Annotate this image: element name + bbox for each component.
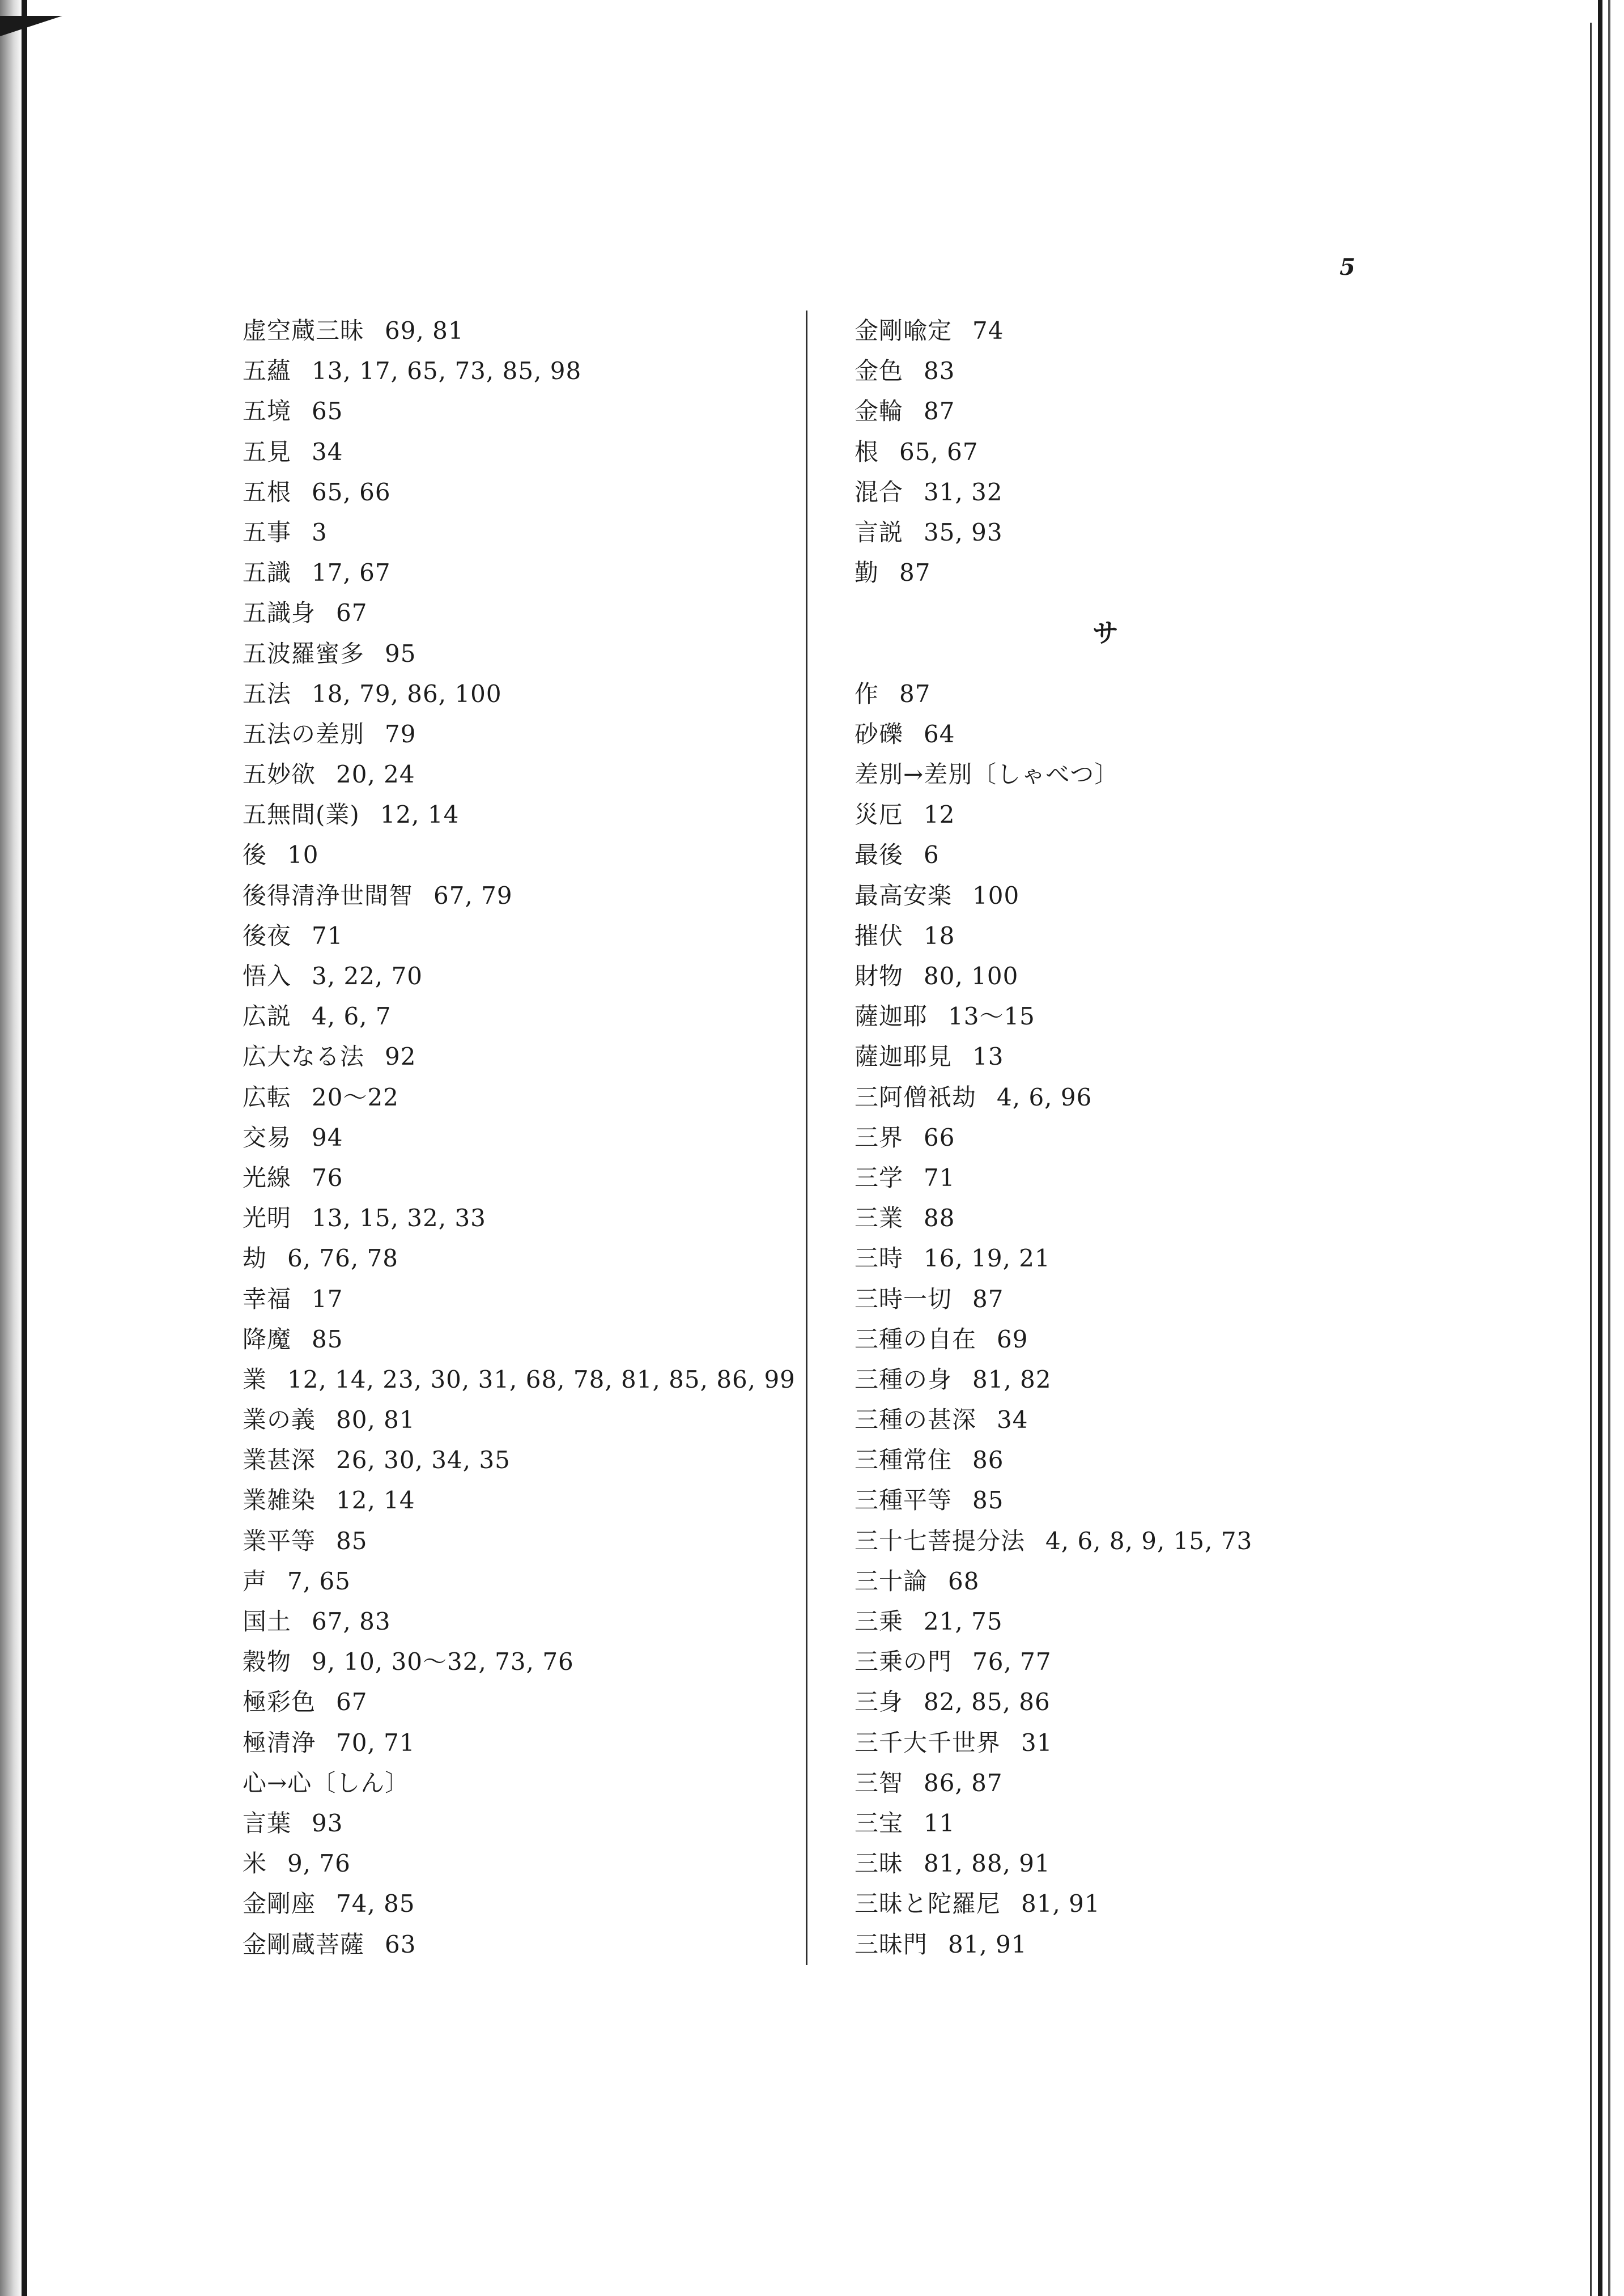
page-number: 5 (1340, 254, 1355, 280)
index-page-refs: 9, 10, 30～32, 73, 76 (312, 1648, 574, 1676)
index-term: 国土 (243, 1608, 292, 1635)
index-entry (854, 794, 1252, 835)
index-term: 降魔 (243, 1325, 292, 1353)
index-page-refs: 18, 79, 86, 100 (312, 679, 502, 708)
index-term: 後夜 (243, 921, 292, 950)
index-entry (243, 1400, 796, 1440)
index-term: 五事 (243, 518, 292, 546)
index-entry (243, 1803, 796, 1843)
index-entry (243, 674, 796, 714)
index-term: 言葉 (243, 1809, 292, 1837)
index-page-refs: 66 (924, 1123, 955, 1151)
index-term: 五無間(業) (243, 801, 360, 829)
index-term: 悟入 (243, 962, 292, 990)
index-entry (854, 1561, 1252, 1601)
index-page-refs: 13, 17, 65, 73, 85, 98 (312, 357, 582, 385)
index-page-refs: 81, 91 (948, 1930, 1027, 1958)
index-term: 三身 (854, 1688, 904, 1716)
index-entry (854, 1723, 1252, 1763)
index-term: 混合 (854, 478, 904, 506)
index-page-refs: 9, 76 (287, 1849, 351, 1878)
index-term: 三昧門 (854, 1930, 928, 1958)
index-page-refs: 13 (972, 1043, 1004, 1071)
index-page-refs: 26, 30, 34, 35 (336, 1446, 511, 1474)
index-page-refs: 67, 79 (433, 881, 513, 909)
index-page-refs: 81, 88, 91 (924, 1849, 1051, 1878)
index-entry (854, 1319, 1252, 1359)
index-term: 五法の差別 (243, 720, 365, 748)
index-entry (854, 1480, 1252, 1520)
index-term: 五法 (243, 679, 292, 708)
index-term: 三乗 (854, 1608, 904, 1636)
index-term: 三種の自在 (854, 1325, 977, 1353)
index-page-refs: 86, 87 (924, 1768, 1003, 1797)
index-page-refs: 12, 14, 23, 30, 31, 68, 78, 81, 85, 86, 99 (287, 1365, 796, 1393)
section-heading-sa: サ (1092, 618, 1119, 649)
index-term: 災厄 (854, 801, 904, 829)
index-entry (243, 916, 796, 956)
index-page-refs: 64 (924, 720, 955, 748)
index-page-refs: 12, 14 (380, 801, 460, 829)
index-entry (243, 512, 796, 552)
index-page-refs: 3, 22, 70 (312, 962, 423, 990)
index-term: 五識 (243, 559, 292, 587)
index-term: 五波羅蜜多 (243, 639, 365, 667)
index-term: 五境 (243, 397, 292, 426)
index-entry (243, 351, 796, 391)
index-page-refs: 92 (385, 1043, 416, 1071)
binding-corner-mark (0, 16, 62, 36)
index-entry (854, 1117, 1252, 1158)
index-term: 業平等 (243, 1527, 316, 1555)
index-term: 業 (243, 1365, 267, 1393)
index-page-refs: 88 (924, 1204, 955, 1232)
index-entry (854, 916, 1252, 956)
index-term: 米 (243, 1849, 267, 1878)
index-page-refs: 34 (312, 437, 343, 466)
index-page-refs: 20～22 (312, 1083, 399, 1111)
index-entry (854, 714, 1252, 754)
index-term: 三十論 (854, 1567, 928, 1595)
index-entry (243, 1723, 796, 1763)
index-entry (854, 835, 1252, 875)
index-group-ka-end (854, 311, 1252, 593)
index-term: 業の義 (243, 1406, 316, 1434)
index-term: 後 (243, 841, 267, 869)
index-term: 広転 (243, 1083, 292, 1111)
index-term: 言説 (854, 518, 904, 546)
index-entry (854, 1763, 1252, 1803)
index-term: 光線 (243, 1163, 292, 1192)
index-term: 穀物 (243, 1648, 292, 1676)
index-page-refs: 67 (336, 599, 368, 627)
index-term: 摧伏 (854, 921, 904, 950)
index-entry (243, 1036, 796, 1077)
index-term: 作 (854, 679, 879, 708)
index-entry (243, 472, 796, 512)
index-term: 三千大千世界 (854, 1728, 1001, 1757)
index-term: 三業 (854, 1204, 904, 1232)
index-entry (243, 1117, 796, 1158)
index-term: 金剛座 (243, 1890, 316, 1918)
index-page-refs: 4, 6, 8, 9, 15, 73 (1045, 1527, 1253, 1555)
index-page-refs: 6, 76, 78 (287, 1244, 399, 1273)
index-entry (243, 835, 796, 875)
index-term: 三種常住 (854, 1446, 953, 1474)
index-page-refs: 87 (899, 559, 931, 587)
index-entry (243, 1763, 796, 1803)
index-entry (854, 391, 1252, 431)
index-term: 金剛蔵菩薩 (243, 1930, 365, 1958)
index-entry (243, 1561, 796, 1601)
index-page-refs: 12, 14 (336, 1486, 415, 1515)
index-entry (854, 1158, 1252, 1198)
index-page-refs: 6 (924, 841, 939, 869)
index-page-refs: 87 (899, 679, 931, 708)
index-term: 広説 (243, 1002, 292, 1031)
index-page-refs: 71 (924, 1163, 955, 1192)
index-entry (243, 311, 796, 351)
index-entry (243, 794, 796, 835)
index-entry (854, 1440, 1252, 1480)
index-term: 財物 (854, 962, 904, 990)
index-page-refs: 87 (972, 1285, 1004, 1313)
index-page-refs: 81, 91 (1021, 1890, 1100, 1918)
index-entry (854, 552, 1252, 593)
index-entry (854, 432, 1252, 472)
index-page-refs: 80, 81 (336, 1406, 415, 1434)
index-entry (854, 956, 1252, 996)
index-entry (854, 1601, 1252, 1642)
index-entry (854, 1359, 1252, 1400)
index-entry (854, 1803, 1252, 1843)
index-term: 五見 (243, 437, 292, 466)
index-page-refs: 74, 85 (336, 1890, 415, 1918)
index-entry (243, 593, 796, 633)
page-edge-line (1608, 0, 1610, 2296)
column-divider (806, 311, 807, 1965)
index-page-refs: 65, 67 (899, 437, 979, 466)
index-term: 金剛喩定 (854, 317, 953, 345)
index-entry (243, 1359, 796, 1400)
index-page-refs: 3 (312, 518, 328, 546)
index-page-refs: 81, 82 (972, 1365, 1052, 1393)
index-entry (243, 1924, 796, 1965)
index-page-refs: 18 (924, 921, 955, 950)
index-entry (243, 1642, 796, 1682)
index-term: 金輪 (854, 397, 904, 426)
index-term: 三阿僧祇劫 (854, 1083, 977, 1111)
index-entry (243, 432, 796, 472)
index-page-refs: 4, 6, 96 (997, 1083, 1092, 1111)
index-entry (854, 754, 1252, 794)
index-entry (243, 1158, 796, 1198)
index-term: 三十七菩提分法 (854, 1527, 1026, 1555)
index-entry (243, 633, 796, 674)
index-term: 五識身 (243, 599, 316, 627)
index-term: 幸福 (243, 1285, 292, 1313)
index-entry (854, 1198, 1252, 1238)
index-term: 勤 (854, 559, 879, 587)
index-column-right (854, 311, 1252, 1965)
index-entry (854, 472, 1252, 512)
index-entry (854, 1238, 1252, 1278)
index-page-refs: 13～15 (948, 1002, 1035, 1031)
index-page-refs: 7, 65 (287, 1567, 351, 1595)
index-entry (243, 875, 796, 916)
index-term: 五妙欲 (243, 760, 316, 789)
binding-edge (22, 0, 27, 2296)
index-page-refs: 76 (312, 1163, 343, 1192)
index-page-refs: 71 (312, 921, 343, 950)
index-entry (854, 1843, 1252, 1883)
index-page-refs: 80, 100 (924, 962, 1019, 990)
index-entry (854, 512, 1252, 552)
index-entry (243, 754, 796, 794)
index-column-left (243, 311, 796, 1965)
index-term: 薩迦耶 (854, 1002, 928, 1031)
index-page-refs: 83 (924, 357, 955, 385)
index-page-refs: 16, 19, 21 (924, 1244, 1051, 1273)
index-page-refs: 67, 83 (312, 1608, 391, 1635)
index-entry (854, 1682, 1252, 1722)
index-entry (854, 1521, 1252, 1561)
index-entry (854, 311, 1252, 351)
index-entry (854, 1036, 1252, 1077)
index-term: 極清浄 (243, 1728, 316, 1757)
index-page-refs: 20, 24 (336, 760, 415, 789)
page-edge-line (1590, 23, 1592, 2296)
index-term: 三種平等 (854, 1486, 953, 1515)
index-entry (243, 1077, 796, 1117)
index-group-sa (854, 674, 1252, 1965)
index-page-refs: 69, 81 (385, 317, 464, 345)
index-page-refs: 63 (385, 1930, 416, 1958)
index-term: 三乗の門 (854, 1648, 953, 1676)
index-term: 金色 (854, 357, 904, 385)
index-entry (243, 552, 796, 593)
index-term: 三界 (854, 1123, 904, 1151)
index-page-refs: 65, 66 (312, 478, 391, 506)
index-page-refs: 4, 6, 7 (312, 1002, 392, 1031)
index-page-refs: 69 (997, 1325, 1028, 1353)
index-page-refs: 82, 85, 86 (924, 1688, 1051, 1716)
index-term: 五蘊 (243, 357, 292, 385)
index-page-refs: 31, 32 (924, 478, 1003, 506)
index-entry (243, 996, 796, 1036)
index-term: 根 (854, 437, 879, 466)
index-term: 心→心〔しん〕 (243, 1768, 410, 1797)
index-entry (243, 391, 796, 431)
index-page-refs: 93 (312, 1809, 343, 1837)
index-term: 声 (243, 1567, 267, 1595)
index-page-refs: 31 (1021, 1728, 1053, 1757)
index-term: 虚空蔵三昧 (243, 317, 365, 345)
index-entry (854, 1642, 1252, 1682)
index-page-refs: 94 (312, 1123, 343, 1151)
index-entry (243, 1601, 796, 1642)
index-entry (854, 674, 1252, 714)
index-entry (243, 1238, 796, 1278)
index-page-refs: 13, 15, 32, 33 (312, 1204, 486, 1232)
index-entry (243, 1198, 796, 1238)
index-term: 五根 (243, 478, 292, 506)
index-entry (243, 1521, 796, 1561)
index-term: 三種の甚深 (854, 1406, 977, 1434)
index-page-refs: 79 (385, 720, 416, 748)
index-term: 広大なる法 (243, 1043, 365, 1071)
index-term: 業甚深 (243, 1446, 316, 1474)
index-page-refs: 100 (972, 881, 1020, 909)
index-entry (854, 351, 1252, 391)
index-page-refs: 67 (336, 1688, 368, 1716)
index-entry (243, 1682, 796, 1722)
binding-shadow (0, 0, 23, 2296)
index-term: 三昧と陀羅尼 (854, 1890, 1001, 1918)
index-page-refs: 95 (385, 639, 416, 667)
index-page-refs: 85 (972, 1486, 1004, 1515)
index-term: 劫 (243, 1244, 267, 1273)
page-edge-line (1598, 0, 1602, 2296)
index-entry (854, 1883, 1252, 1924)
index-page-refs: 85 (336, 1527, 368, 1555)
index-page-refs: 35, 93 (924, 518, 1003, 546)
index-page-refs: 85 (312, 1325, 343, 1353)
index-term: 三時 (854, 1244, 904, 1273)
index-page-refs: 17, 67 (312, 559, 391, 587)
index-entry (243, 1279, 796, 1319)
index-term: 三宝 (854, 1809, 904, 1837)
index-entry (243, 1883, 796, 1924)
index-term: 光明 (243, 1204, 292, 1232)
index-entry (243, 1319, 796, 1359)
index-term: 交易 (243, 1123, 292, 1151)
index-entry (854, 1924, 1252, 1965)
index-page-refs: 10 (287, 841, 319, 869)
index-entry (854, 875, 1252, 916)
index-term: 後得清浄世間智 (243, 881, 414, 909)
index-page-refs: 17 (312, 1285, 343, 1313)
index-page-refs: 87 (924, 397, 955, 426)
index-term: 業雑染 (243, 1486, 316, 1515)
index-page-refs: 65 (312, 397, 343, 426)
index-entry (854, 996, 1252, 1036)
index-page-refs: 76, 77 (972, 1648, 1052, 1676)
index-entry (854, 1077, 1252, 1117)
index-page-refs: 12 (924, 801, 955, 829)
index-term: 薩迦耶見 (854, 1043, 953, 1071)
index-term: 最後 (854, 841, 904, 869)
index-entry (243, 1843, 796, 1883)
index-entry (854, 1279, 1252, 1319)
index-page-refs: 34 (997, 1406, 1028, 1434)
index-page-refs: 70, 71 (336, 1728, 415, 1757)
index-term: 三昧 (854, 1849, 904, 1878)
index-entry (243, 714, 796, 754)
index-term: 差別→差別〔しゃべつ〕 (854, 760, 1119, 789)
index-term: 砂礫 (854, 720, 904, 748)
index-term: 最高安楽 (854, 881, 953, 909)
index-term: 三時一切 (854, 1285, 953, 1313)
index-page-refs: 74 (972, 317, 1004, 345)
index-term: 三学 (854, 1163, 904, 1192)
index-page-refs: 86 (972, 1446, 1004, 1474)
index-page-refs: 11 (924, 1809, 955, 1837)
index-entry (243, 956, 796, 996)
index-entry (854, 1400, 1252, 1440)
index-term: 極彩色 (243, 1688, 316, 1716)
index-entry (243, 1480, 796, 1520)
index-page-refs: 68 (948, 1567, 980, 1595)
index-page-refs: 21, 75 (924, 1608, 1003, 1636)
index-term: 三智 (854, 1768, 904, 1797)
index-entry (243, 1440, 796, 1480)
index-term: 三種の身 (854, 1365, 953, 1393)
